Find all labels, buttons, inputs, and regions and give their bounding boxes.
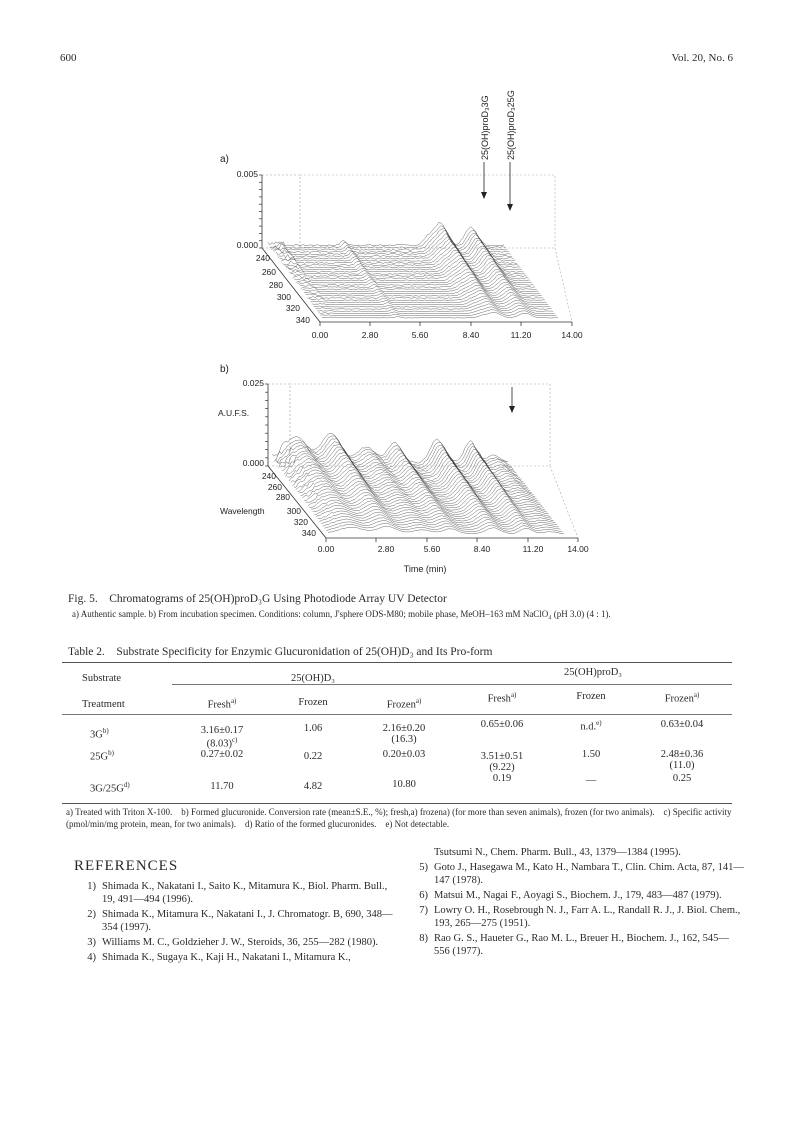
spectrum-trace: [302, 280, 538, 292]
panel-b-y-top: 0.025: [242, 378, 264, 388]
panel-b-label: b): [220, 364, 229, 375]
panel-b-time-label: Time (min): [403, 564, 447, 574]
table-row: $25G^{b)}$ 0.27±0.02 0.22 0.20±0.03 3.51±0.51 (9.22) 1.50 2.48±0.36 (11.0): [90, 749, 704, 773]
panel-a-wl-300: 300: [276, 292, 291, 302]
panel-a-time-4: 11.20: [510, 330, 532, 340]
panel-a-y-zero: 0.000: [236, 240, 258, 250]
spectrum-trace: [276, 236, 512, 257]
panel-b-wavelength-label: Wavelength: [220, 506, 265, 516]
references-left-column: [76, 880, 394, 966]
panel-b-time-0: 0.00: [317, 544, 335, 554]
panel-a-time-5: 14.00: [561, 330, 583, 340]
substrate-table: [62, 662, 732, 804]
panel-b-wl-340: 340: [301, 528, 316, 538]
header-frozen-a-1: Frozen$^{a)}$: [354, 685, 454, 715]
panel-b-wl-240: 240: [261, 471, 276, 481]
reference-item: 1) Shimada K., Nakatani I., Saito K., Mitamura K., Biol. Pharm. Bull., 19, 491—494 (1996).: [87, 881, 388, 905]
panel-a-wl-340: 340: [295, 315, 310, 325]
row-3g-label: $3G^{b)}$: [90, 726, 109, 740]
panel-b-traces: [272, 433, 564, 534]
reference-item: 6) Matsui M., Nagai F., Aoyagi S., Biochem. J., 179, 483—487 (1979).: [419, 890, 722, 901]
header-frozen-2: Frozen: [550, 685, 632, 715]
panel-b-y-zero: 0.000: [242, 458, 264, 468]
panel-b-time-4: 11.20: [522, 544, 544, 554]
panel-a: [220, 90, 583, 340]
header-group-25ohd3: 25(OH)D₃: [291, 673, 335, 684]
spectrum-trace: [319, 307, 555, 314]
spectrum-trace: [320, 309, 556, 316]
page-number: 600: [60, 52, 77, 64]
spectrum-trace: [317, 304, 553, 312]
journal-reference: Vol. 20, No. 6: [671, 52, 733, 64]
reference-item: 5) Goto J., Hasegawa M., Kato H., Nambara T., Clin. Chim. Acta, 87, 141—147 (1978).: [419, 862, 744, 886]
header-substrate: Substrate: [82, 673, 122, 684]
peak-label-25g: 25(OH)proD₃25G: [506, 90, 516, 160]
panel-b-wl-260: 260: [267, 482, 282, 492]
reference-item: 2) Shimada K., Mitamura K., Nakatani I., J. Chromatogr. B, 690, 348—354 (1997).: [87, 909, 393, 933]
spectrum-trace: [304, 283, 540, 295]
panel-b-time-1: 2.80: [377, 544, 395, 554]
panel-b-time-5: 14.00: [567, 544, 589, 554]
header-frozen-1: Frozen: [272, 685, 354, 715]
panel-b-y-axis-label: A.U.F.S.: [218, 408, 250, 418]
reference-item: 7) Lowry O. H., Rosebrough N. J., Farr A. L., Randall R. J., J. Biol. Chem., 193, 265—275 (1951).: [419, 905, 741, 929]
table-row: $3G/25G^{d)}$ 11.70 4.82 10.80 0.19 — 0.25: [62, 773, 732, 803]
panel-b-time-3: 8.40: [473, 544, 491, 554]
header-fresh-2: Fresh$^{a)}$: [454, 685, 550, 715]
reference-item: 3) Williams M. C., Goldzieher J. W., Steroids, 36, 255—282 (1980).: [87, 937, 379, 948]
panel-b-wl-280: 280: [275, 492, 290, 502]
panel-a-y-top: 0.005: [236, 169, 258, 179]
references-right-column: [408, 846, 744, 960]
spectrum-trace: [270, 226, 506, 248]
table-row: $3G^{b)}$ 3.16±0.17 $(8.03)^{c)}$ 1.06 2.16±0.20 (16.3) 0.65±0.06 n.d.$^{e)}$ 0.63±0.04: [62, 714, 732, 749]
panel-a-time-0: 0.00: [311, 330, 329, 340]
table-title: Table 2. Substrate Specificity for Enzymic Glucuronidation of 25(OH)D₃ and Its Pro-form: [68, 646, 493, 658]
figure-caption: Fig. 5. Chromatograms of 25(OH)proD₃G Using Photodiode Array UV Detector: [68, 593, 447, 605]
panel-a-label: a): [220, 154, 229, 165]
panel-b-time-2: 5.60: [423, 544, 441, 554]
panel-a-time-3: 8.40: [462, 330, 480, 340]
reference-item: Tsutsumi N., Chem. Pharm. Bull., 43, 1379—1384 (1995).: [434, 847, 681, 858]
table-note: a) Treated with Triton X-100. b) Formed glucuronide. Conversion rate (mean±S.E., %); fresh,a) frozena) (for more than seven animals), frozen (for two animals). c) Specific activity (pmol/min/mg protein, mean, for two animals). d) Ratio of the formed glucuronides. e) Not detectable.: [66, 807, 732, 829]
spectrum-trace: [278, 239, 514, 259]
panel-b: [218, 364, 589, 574]
figure-note: a) Authentic sample. b) From incubation specimen. Conditions: column, J'sphere ODS-M80; mobile phase, MeOH–163 mM NaClO₄ (pH 3.0) (4 : 1).: [72, 609, 611, 619]
header-group-25ohprod3: 25(OH)proD₃: [564, 667, 622, 678]
panel-a-wl-240: 240: [255, 253, 270, 263]
references-heading: REFERENCES: [74, 858, 179, 874]
panel-a-wl-280: 280: [268, 280, 283, 290]
spectrum-trace: [314, 503, 550, 516]
panel-a-time-2: 5.60: [411, 330, 429, 340]
header-fresh-1: Fresh$^{a)}$: [172, 685, 272, 715]
header-treatment: Treatment: [82, 698, 125, 710]
reference-item: 4) Shimada K., Sugaya K., Kaji H., Nakatani I., Mitamura K.,: [87, 952, 351, 963]
panel-a-traces: [268, 222, 558, 318]
reference-item: 8) Rao G. S., Haueter G., Rao M. L., Breuer H., Biochem. J., 162, 545—556 (1977).: [419, 933, 729, 957]
panel-b-wl-300: 300: [286, 506, 301, 516]
panel-a-wl-260: 260: [261, 267, 276, 277]
panel-b-wl-320: 320: [293, 517, 308, 527]
peak-label-3g: 25(OH)proD₃3G: [480, 95, 490, 160]
header-frozen-a-2: Frozen$^{a)}$: [632, 685, 732, 715]
panel-a-wl-320: 320: [285, 303, 300, 313]
spectrum-trace: [308, 492, 544, 508]
panel-a-time-1: 2.80: [361, 330, 379, 340]
